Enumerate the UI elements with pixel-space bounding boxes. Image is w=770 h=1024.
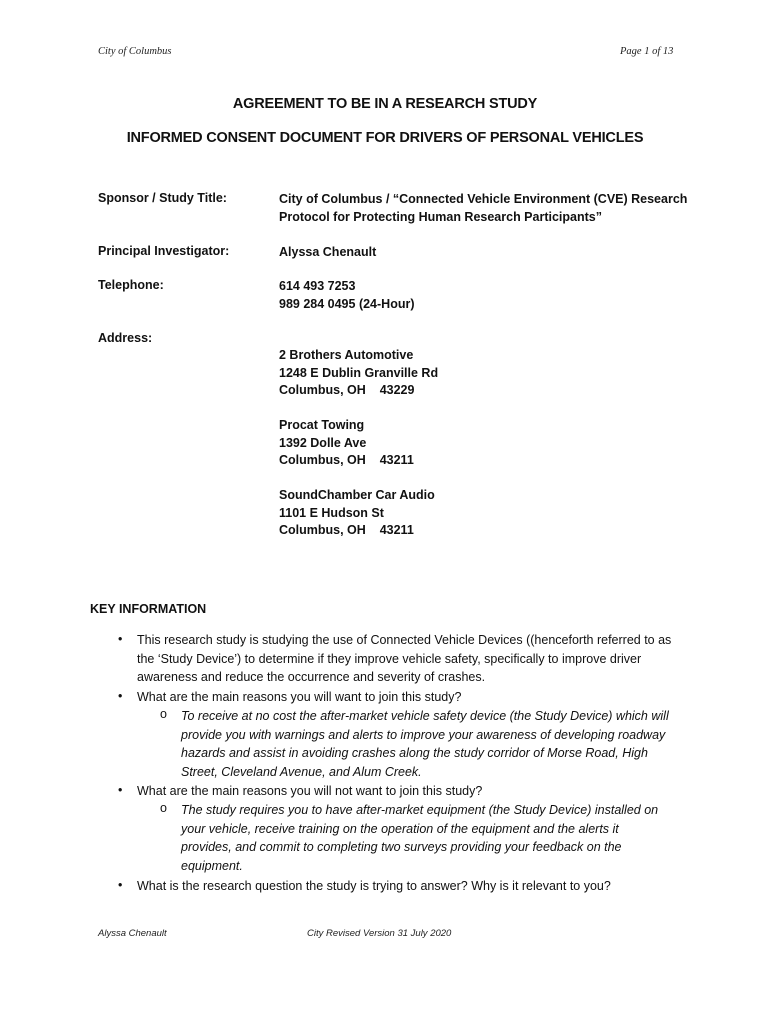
bullet-text: What is the research question the study is trying to answer? Why is it relevant to you? [137,879,611,893]
address-name: SoundChamber Car Audio [279,488,435,502]
sponsor-line: Protocol for Protecting Human Research Participants” [279,209,602,224]
bullet-text: What are the main reasons you will want to join this study? [137,690,462,704]
address-location [279,417,414,470]
telephone-line: 614 493 7253 [279,279,356,293]
address-location [279,487,435,540]
address-label: Address: [98,331,153,345]
address-city: Columbus, OH 43229 [279,383,415,397]
text-line: awareness and reduce the occurrence and severity of crashes. [137,670,486,685]
sub-bullet-text [181,801,691,876]
sub-bullet-icon: o [160,801,167,815]
sponsor-value [279,191,687,226]
text-line: equipment. [181,859,243,874]
header-page-number: Page 1 of 13 [620,46,674,57]
text-line: To receive at no cost the after-market vehicle safety device (the Study Device) which will [181,709,669,723]
document-subtitle: INFORMED CONSENT DOCUMENT FOR DRIVERS OF PERSONAL VEHICLES [126,130,644,146]
text-line: This research study is studying the use of Connected Vehicle Devices ((henceforth referred to as [137,633,672,647]
text-line: hazards and assist in avoiding crashes along the study corridor of Morse Road, High [181,746,648,761]
address-location [279,347,438,400]
bullet-icon: • [118,878,123,892]
bullet-icon: • [118,689,123,703]
sub-bullet-icon: o [160,707,167,721]
text-line: the ‘Study Device’) to determine if they improve vehicle safety, specifically to improve driver [137,651,642,666]
bullet-icon: • [118,632,123,646]
text-line: The study requires you to have after-market equipment (the Study Device) installed on [181,803,659,817]
telephone-label: Telephone: [98,278,164,292]
key-info-heading: KEY INFORMATION [90,602,207,616]
bullet-text [137,631,682,687]
bullet-text: What are the main reasons you will not want to join this study? [137,784,483,798]
text-line: your vehicle, receive training on the operation of the equipment and the alerts it [181,821,619,836]
document-title: AGREEMENT TO BE IN A RESEARCH STUDY [232,96,538,112]
text-line: provide you with warnings and alerts to improve your awareness of developing roadway [181,727,666,742]
sub-bullet-text [181,707,691,782]
header-org: City of Columbus [98,46,172,57]
address-city: Columbus, OH 43211 [279,523,414,537]
bullet-icon: • [118,783,123,797]
text-line: Street, Cleveland Avenue, and Alum Creek. [181,765,422,780]
sponsor-line: City of Columbus / “Connected Vehicle Environment (CVE) Research [279,192,688,206]
address-name: 2 Brothers Automotive [279,348,414,362]
text-line: provides, and commit to completing two surveys providing your feedback on the [181,840,622,855]
address-street: 1392 Dolle Ave [279,435,367,450]
address-street: 1101 E Hudson St [279,505,384,520]
address-name: Procat Towing [279,418,365,432]
address-street: 1248 E Dublin Granville Rd [279,365,439,380]
footer-version: City Revised Version 31 July 2020 [307,928,452,939]
telephone-value [279,278,415,313]
sponsor-label: Sponsor / Study Title: [98,191,227,205]
footer-author: Alyssa Chenault [98,928,167,939]
telephone-line: 989 284 0495 (24-Hour) [279,296,415,311]
pi-label: Principal Investigator: [98,244,230,258]
address-city: Columbus, OH 43211 [279,453,414,467]
pi-value: Alyssa Chenault [279,245,377,259]
